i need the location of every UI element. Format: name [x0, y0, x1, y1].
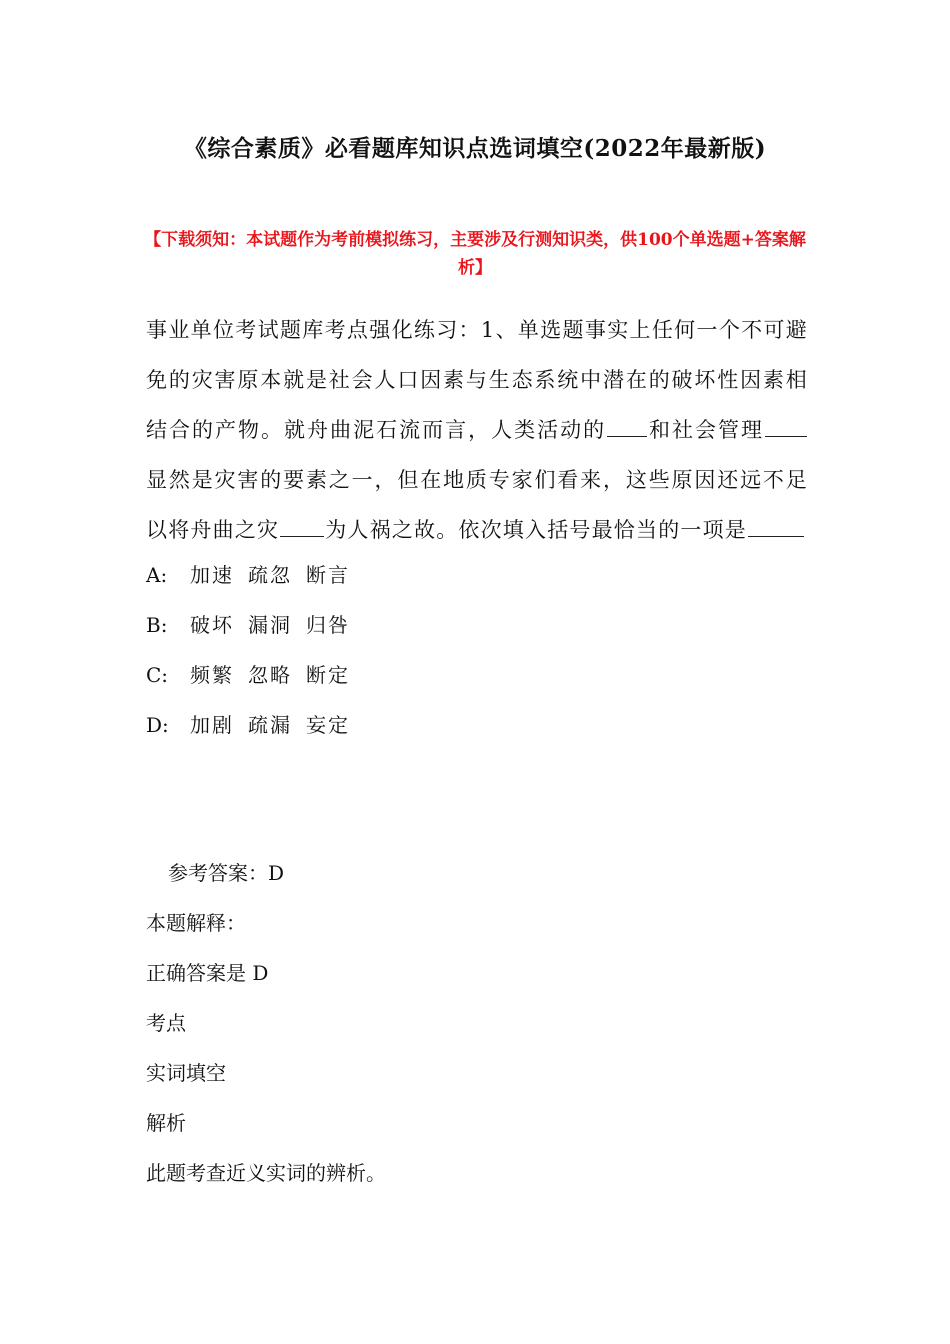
- option-letter: A:: [146, 563, 168, 587]
- blank-3: [280, 514, 324, 537]
- option-word: 漏洞: [248, 613, 292, 637]
- blank-1: [607, 414, 647, 437]
- question-part-4: 为人祸之故。依次填入括号最恰当的一项是: [325, 518, 748, 542]
- option-letter: B:: [146, 613, 168, 637]
- kaodian-text: 实词填空: [146, 1061, 226, 1085]
- option-word: 加剧: [190, 713, 234, 737]
- option-letter: C:: [146, 663, 169, 687]
- question-part-2: 和社会管理: [648, 418, 765, 442]
- option-word: 归咎: [306, 613, 350, 637]
- option-word: 频繁: [190, 663, 234, 687]
- option-word: 妄定: [306, 713, 350, 737]
- reference-answer: 参考答案：D: [168, 861, 285, 885]
- question-part-3: 显然是灾害的要素之一，但在地质专家们看来，这些原因还远不足以将舟曲之灾: [146, 468, 808, 542]
- option-a: [146, 550, 364, 600]
- option-b: [146, 600, 364, 650]
- question-text: [146, 305, 808, 555]
- option-word: 断言: [306, 563, 350, 587]
- option-word: 加速: [190, 563, 234, 587]
- option-word: 断定: [306, 663, 350, 687]
- download-notice: 【下载须知：本试题作为考前模拟练习，主要涉及行测知识类，供100个单选题+答案解析】: [144, 230, 806, 278]
- option-word: 忽略: [248, 663, 292, 687]
- option-word: 破坏: [190, 613, 234, 637]
- answer-section: [146, 848, 386, 1198]
- blank-4: [748, 514, 804, 537]
- options-list: [146, 550, 364, 750]
- blank-2: [765, 414, 807, 437]
- option-letter: D:: [146, 713, 169, 737]
- option-word: 疏忽: [248, 563, 292, 587]
- jiexi-text: 此题考查近义实词的辨析。: [146, 1161, 386, 1185]
- kaodian-heading: 考点: [146, 1011, 186, 1035]
- option-word: 疏漏: [248, 713, 292, 737]
- explanation-heading: 本题解释：: [146, 911, 246, 935]
- document-title: 《综合素质》必看题库知识点选词填空(2022年最新版): [183, 135, 767, 162]
- option-d: [146, 700, 364, 750]
- option-c: [146, 650, 364, 700]
- correct-answer: 正确答案是 D: [146, 961, 269, 985]
- question-part-1: 事业单位考试题库考点强化练习：1、单选题事实上任何一个不可避免的灾害原本就是社会人口因素与生态系统中潜在的破坏性因素相结合的产物。就舟曲泥石流而言，人类活动的: [146, 318, 808, 442]
- jiexi-heading: 解析: [146, 1111, 186, 1135]
